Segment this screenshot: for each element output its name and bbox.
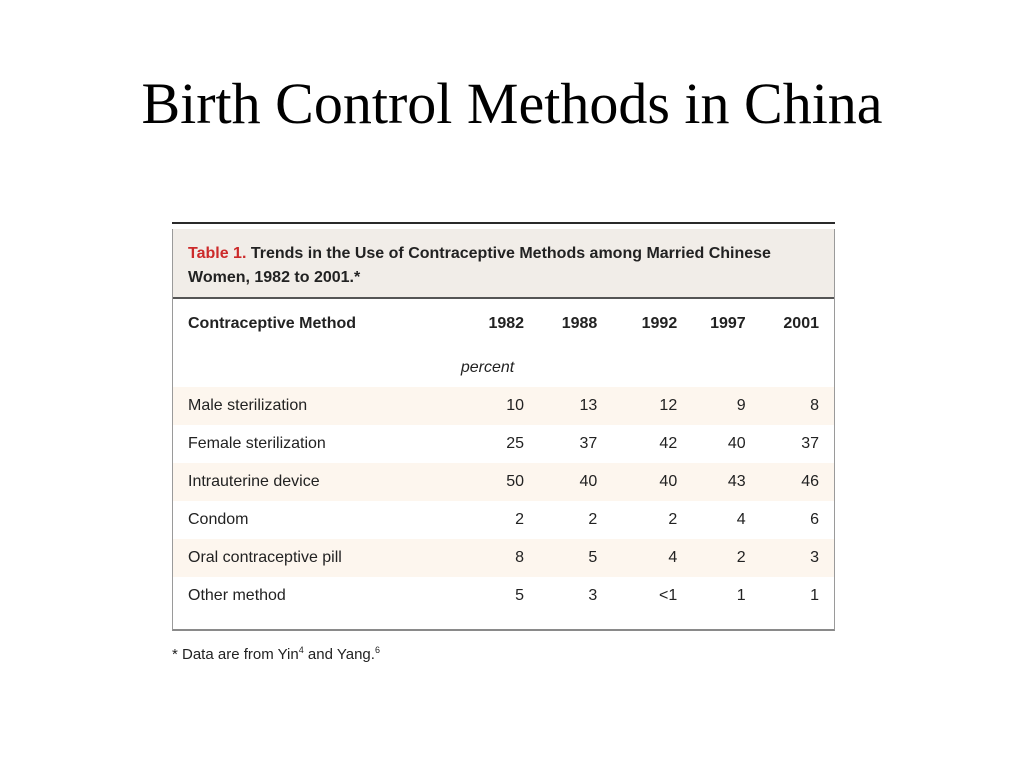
value-cell: 37 bbox=[579, 435, 598, 452]
value-cell: 50 bbox=[441, 463, 524, 501]
value-cell: 6 bbox=[810, 511, 819, 528]
value-cell: 8 bbox=[441, 539, 524, 577]
value-cell: 1 bbox=[810, 587, 819, 604]
value-cell: 40 bbox=[727, 435, 746, 452]
unit-row bbox=[173, 349, 834, 387]
footnote-ref-yin: 4 bbox=[298, 645, 304, 655]
value-cell: 37 bbox=[801, 435, 819, 452]
value-cell: 2 bbox=[668, 511, 678, 528]
footnote-text-prefix: * Data are from Yin bbox=[172, 646, 299, 663]
value-cell: 43 bbox=[677, 463, 745, 501]
value-cell: 40 bbox=[524, 463, 597, 501]
header-year-2001: 2001 bbox=[783, 315, 819, 332]
value-cell: 25 bbox=[506, 435, 525, 452]
value-cell: 1 bbox=[736, 587, 746, 604]
header-year-1997: 1997 bbox=[710, 315, 746, 332]
header-year-1982: 1982 bbox=[488, 315, 525, 332]
value-cell: 46 bbox=[746, 463, 834, 501]
method-cell: Female sterilization bbox=[188, 435, 326, 452]
header-year-1992: 1992 bbox=[641, 315, 678, 332]
table-row bbox=[173, 577, 834, 615]
value-cell: 42 bbox=[659, 435, 678, 452]
table-row bbox=[173, 539, 834, 577]
table-bottom-padding bbox=[173, 615, 834, 629]
value-cell: 4 bbox=[597, 539, 677, 577]
method-cell: Oral contraceptive pill bbox=[173, 539, 441, 577]
value-cell: 40 bbox=[597, 463, 677, 501]
value-cell: 5 bbox=[524, 539, 597, 577]
footnote-ref-yang: 6 bbox=[374, 645, 380, 655]
table-number: Table 1. bbox=[188, 245, 247, 262]
header-method: Contraceptive Method bbox=[188, 315, 357, 332]
value-cell: 3 bbox=[588, 587, 598, 604]
method-cell: Condom bbox=[188, 511, 249, 528]
value-cell: 8 bbox=[746, 387, 834, 425]
value-cell: 2 bbox=[677, 539, 745, 577]
method-cell: Intrauterine device bbox=[173, 463, 441, 501]
value-cell: 4 bbox=[736, 511, 746, 528]
table-top-rule bbox=[172, 222, 835, 224]
value-cell: 3 bbox=[746, 539, 834, 577]
unit-label: percent bbox=[460, 359, 515, 376]
value-cell: 13 bbox=[524, 387, 597, 425]
table-row bbox=[173, 501, 834, 539]
table-row bbox=[173, 387, 834, 425]
table-caption bbox=[173, 229, 834, 299]
contraceptive-table bbox=[173, 299, 834, 615]
table-header-row bbox=[173, 299, 834, 349]
method-cell: Male sterilization bbox=[173, 387, 441, 425]
value-cell: 2 bbox=[515, 511, 525, 528]
value-cell: 9 bbox=[677, 387, 745, 425]
value-cell: <1 bbox=[658, 587, 678, 604]
value-cell: 5 bbox=[515, 587, 525, 604]
header-year-1988: 1988 bbox=[561, 315, 598, 332]
method-cell: Other method bbox=[188, 587, 286, 604]
footnote-text-middle: and Yang. bbox=[303, 646, 375, 663]
table-row bbox=[173, 425, 834, 463]
slide-title: Birth Control Methods in China bbox=[141, 71, 883, 136]
value-cell: 2 bbox=[588, 511, 598, 528]
value-cell: 10 bbox=[441, 387, 524, 425]
value-cell: 12 bbox=[597, 387, 677, 425]
table-footnote bbox=[172, 646, 380, 663]
table-caption-text: Trends in the Use of Contraceptive Methods among Married Chinese Women, 1982 to 2001.* bbox=[188, 245, 771, 286]
table-frame bbox=[172, 229, 835, 631]
table-row bbox=[173, 463, 834, 501]
table-block bbox=[172, 222, 835, 631]
